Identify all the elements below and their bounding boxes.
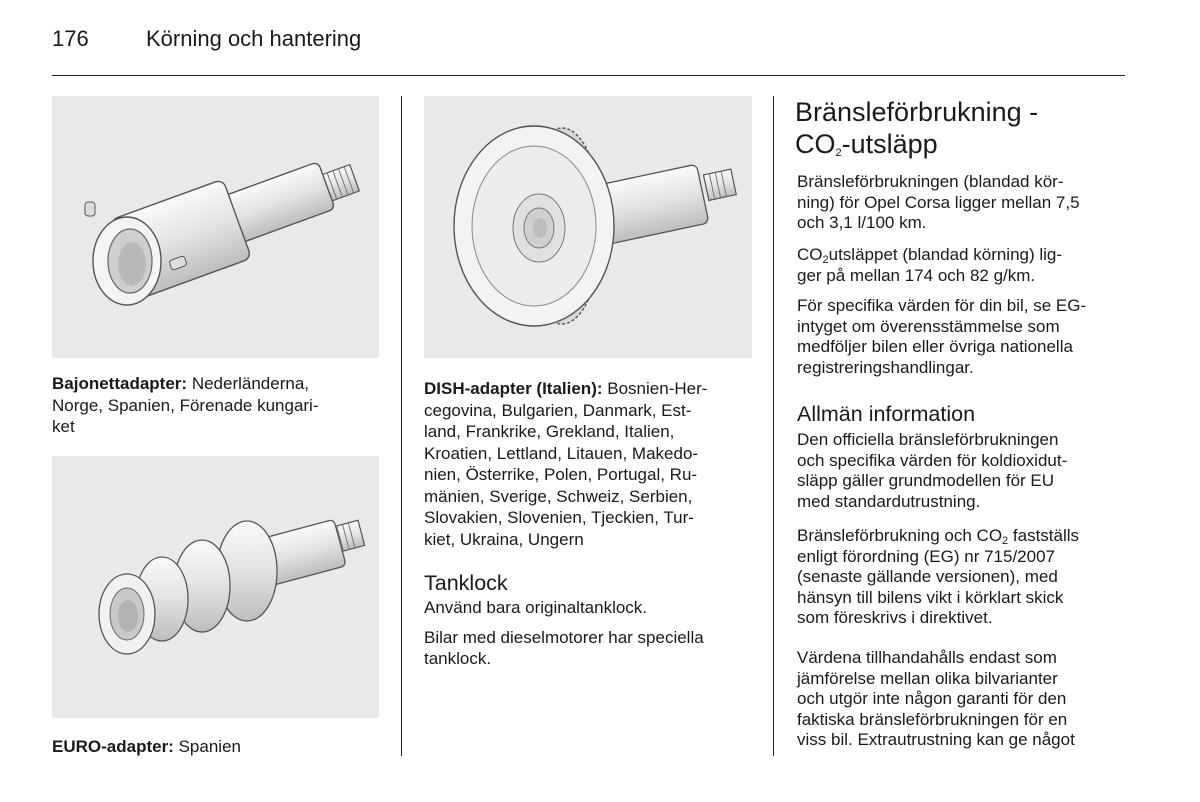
dish-adapter-figure [424,96,752,358]
paragraph-line: medföljer bilen eller övriga nationella [797,337,1073,356]
paragraph-line: och 3,1 l/100 km. [797,213,927,232]
tanklock-paragraph-2 [424,628,704,669]
dish-adapter-illustration [424,96,752,358]
paragraph-line: För specifika värden för din bil, se EG- [797,296,1087,315]
tanklock-paragraph-1: Använd bara originaltanklock. [424,598,648,617]
paragraph-line: ger på mellan 174 och 82 g/km. [797,265,1036,285]
section-title [795,96,1038,160]
text-rest: utsläppet (blandad körning) lig- [828,245,1063,264]
euro-adapter-caption [52,736,241,758]
paragraph-line: intyget om överensstämmelse som [797,316,1060,336]
caption-line: land, Frankrike, Grekland, Italien, [424,422,675,441]
consumption-paragraph [797,172,1080,234]
bayonet-adapter-caption [52,373,319,438]
regulation-paragraph [797,526,1079,629]
page-header [52,26,361,52]
euro-adapter-figure [52,456,379,718]
section-title-line-1: Bränsleförbrukning - [795,97,1039,127]
dish-adapter-label: DISH-adapter (Italien): [424,379,603,398]
header-rule [52,75,1125,76]
paragraph-line: Bilar med dieselmotorer har speciella [424,628,704,647]
paragraph-line: och specifika värden för koldioxidut- [797,450,1068,470]
emission-paragraph [797,245,1062,286]
euro-adapter-illustration [52,456,379,718]
paragraph-line: tanklock. [424,648,492,668]
comparison-paragraph [797,648,1075,751]
paragraph-line: faktiska bränsleförbrukningen för en [797,709,1068,729]
caption-line: cegovina, Bulgarien, Danmark, Est- [424,400,692,420]
column-divider-1 [401,96,402,756]
caption-line: Nederländerna, [191,374,310,393]
text-co: CO [797,245,823,264]
paragraph-line [797,245,1062,266]
general-information-heading: Allmän information [797,402,976,426]
paragraph-line: som föreskrivs i direktivet. [797,608,993,627]
dish-adapter-caption [424,378,707,550]
paragraph-line: och utgör inte någon garanti för den [797,689,1067,708]
paragraph-line: släpp gäller grundmodellen för EU [797,471,1055,490]
title-co: CO [795,129,836,159]
paragraph-line: Den officiella bränsleförbrukningen [797,430,1059,449]
bayonet-adapter-label: Bajonettadapter: [52,374,188,393]
bayonet-adapter-illustration [52,96,379,358]
page-number: 176 [52,26,89,51]
paragraph-line: jämförelse mellan olika bilvarianter [797,668,1058,688]
title-subscript: 2 [835,147,842,159]
title-rest: -utsläpp [841,129,938,159]
paragraph-line: Bränsleförbrukningen (blandad kör- [797,172,1064,191]
caption-line: nien, Österrike, Polen, Portugal, Ru- [424,465,698,484]
text-pre: Bränsleförbrukning och CO [797,526,1003,545]
subscript: 2 [822,254,829,266]
paragraph-line: viss bil. Extrautrustning kan ge något [797,730,1075,749]
caption-line: Norge, Spanien, Förenade kungari- [52,395,319,415]
paragraph-line: hänsyn till bilens vikt i körklart skick [797,587,1064,607]
subscript: 2 [1002,535,1009,547]
specific-values-paragraph [797,296,1086,378]
paragraph-line: (senaste gällande versionen), med [797,567,1058,586]
euro-adapter-text: Spanien [178,737,241,756]
paragraph-line: Värdena tillhandahålls endast som [797,648,1057,667]
paragraph-line: enligt förordning (EG) nr 715/2007 [797,546,1055,566]
caption-line: Kroatien, Lettland, Litauen, Makedo- [424,443,699,463]
caption-line: Bosnien-Her- [607,379,708,398]
chapter-title: Körning och hantering [146,26,362,51]
paragraph-line: ning) för Opel Corsa ligger mellan 7,5 [797,192,1080,212]
paragraph-line [797,526,1079,547]
caption-line: ket [52,417,75,436]
general-information-paragraph [797,430,1067,512]
section-title-line-2 [795,128,1038,160]
column-divider-2 [773,96,774,756]
tanklock-heading: Tanklock [424,571,508,595]
euro-adapter-label: EURO-adapter: [52,737,174,756]
paragraph-line: registreringshandlingar. [797,357,974,377]
caption-line: kiet, Ukraina, Ungern [424,529,584,549]
caption-line: Slovakien, Slovenien, Tjeckien, Tur- [424,508,694,527]
text-post: fastställs [1008,526,1080,545]
paragraph-line: med standardutrustning. [797,491,981,511]
bayonet-adapter-figure [52,96,379,358]
caption-line: mänien, Sverige, Schweiz, Serbien, [424,486,693,506]
